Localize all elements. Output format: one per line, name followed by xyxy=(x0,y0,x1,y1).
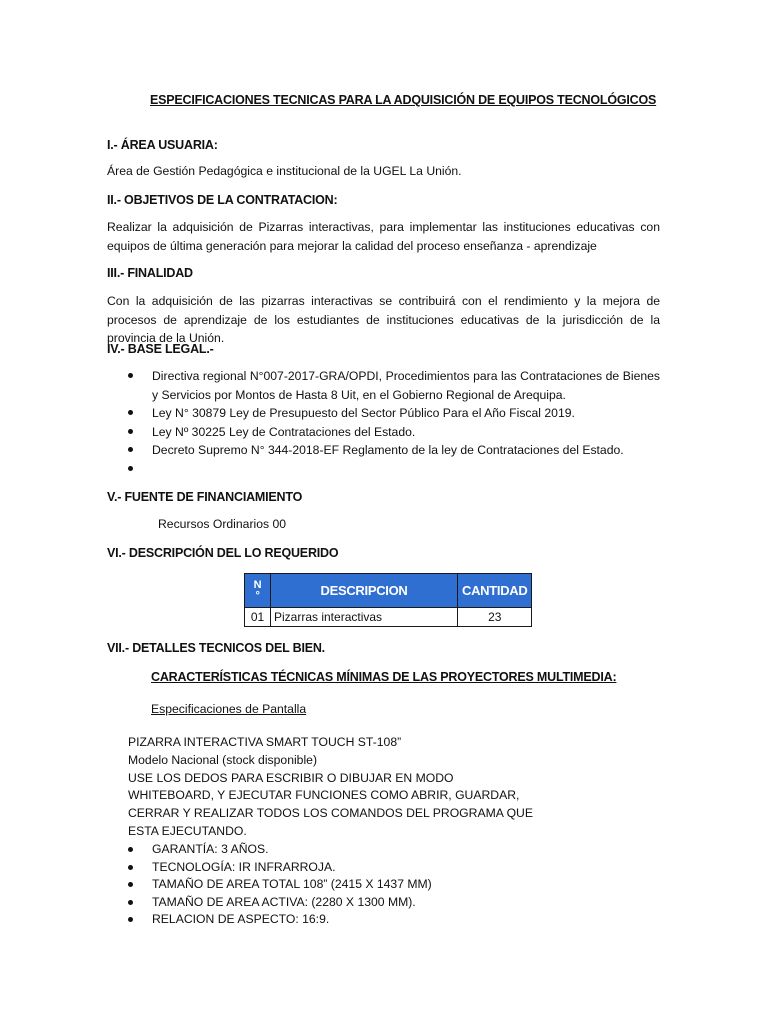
list-item xyxy=(128,460,660,479)
bullet-icon xyxy=(128,865,133,870)
list-item-text: Directiva regional N°007-2017-GRA/OPDI, Procedimientos para las Contrataciones de Bienes y Servicios por Montos de Hasta 8 Uit, en el Gobierno Regional de Arequipa. xyxy=(152,369,660,402)
area-usuaria-text: Área de Gestión Pedagógica e institucional de la UGEL La Unión. xyxy=(107,164,462,178)
list-item-text: TAMAÑO DE AREA ACTIVA: (2280 X 1300 MM). xyxy=(152,894,416,909)
list-item-text: Decreto Supremo N° 344-2018-EF Reglamento de la ley de Contrataciones del Estado. xyxy=(152,443,624,458)
table-header-row xyxy=(245,574,532,608)
list-item xyxy=(128,367,660,404)
spec-line: USE LOS DEDOS PARA ESCRIBIR O DIBUJAR EN MODO xyxy=(128,770,454,785)
subheading-caracteristicas: CARACTERÍSTICAS TÉCNICAS MÍNIMAS DE LAS PROYECTORES MULTIMEDIA: xyxy=(151,670,617,684)
section-heading-objetivos: II.- OBJETIVOS DE LA CONTRATACION: xyxy=(107,193,338,207)
column-header-descripcion: DESCRIPCION xyxy=(271,574,458,608)
bullet-icon xyxy=(128,900,133,905)
list-item-text: Ley Nº 30225 Ley de Contrataciones del Estado. xyxy=(152,424,416,439)
cell-cantidad: 23 xyxy=(458,608,532,627)
section-heading-detalles: VII.- DETALLES TECNICOS DEL BIEN. xyxy=(107,641,325,655)
list-item-text: GARANTÍA: 3 AÑOS. xyxy=(152,842,269,856)
list-item xyxy=(128,841,548,859)
list-item xyxy=(128,404,660,423)
spec-label: Especificaciones de Pantalla xyxy=(151,702,307,716)
list-item xyxy=(128,423,660,442)
list-item xyxy=(128,876,548,894)
base-legal-list xyxy=(128,367,660,479)
list-item xyxy=(128,911,548,929)
table-row xyxy=(245,608,532,627)
bullet-icon xyxy=(128,410,133,415)
spec-description xyxy=(128,734,533,841)
bullet-icon xyxy=(128,917,133,922)
objetivos-text: Realizar la adquisición de Pizarras interactivas, para implementar las instituciones educativas con equipos de última generación para mejorar la calidad del proceso enseñanza - aprendizaje xyxy=(107,220,660,253)
bullet-icon xyxy=(128,847,133,852)
cell-number: 01 xyxy=(245,608,271,627)
list-item xyxy=(128,441,660,460)
spec-line: WHITEBOARD, Y EJECUTAR FUNCIONES COMO ABRIR, GUARDAR, xyxy=(128,788,520,803)
list-item-text: TECNOLOGÍA: IR INFRARROJA. xyxy=(152,859,336,874)
document-title: ESPECIFICACIONES TECNICAS PARA LA ADQUISICIÓN DE EQUIPOS TECNOLÓGICOS xyxy=(150,93,657,107)
spec-bullet-list xyxy=(128,841,548,929)
requirements-table xyxy=(244,573,532,627)
bullet-icon xyxy=(128,447,133,452)
section-heading-finalidad: III.- FINALIDAD xyxy=(107,266,193,280)
spec-line: PIZARRA INTERACTIVA SMART TOUCH ST-108” xyxy=(128,735,402,749)
bullet-icon xyxy=(128,373,133,378)
section-heading-fuente: V.- FUENTE DE FINANCIAMIENTO xyxy=(107,490,303,504)
column-header-number-line2: ° xyxy=(255,589,260,602)
section-heading-base-legal: IV.- BASE LEGAL.- xyxy=(107,342,214,356)
section-heading-descripcion: VI.- DESCRIPCIÓN DEL LO REQUERIDO xyxy=(107,546,339,560)
bullet-icon xyxy=(128,882,133,887)
section-heading-area-usuaria: I.- ÁREA USUARIA: xyxy=(107,138,218,152)
spec-line: ESTA EJECUTANDO. xyxy=(128,823,247,838)
bullet-icon xyxy=(128,466,133,471)
cell-descripcion: Pizarras interactivas xyxy=(271,608,458,627)
list-item-text: Ley N° 30879 Ley de Presupuesto del Sector Público Para el Año Fiscal 2019. xyxy=(152,406,575,421)
bullet-icon xyxy=(128,429,133,434)
spec-line: Modelo Nacional (stock disponible) xyxy=(128,752,318,767)
finalidad-text: Con la adquisición de las pizarras interactivas se contribuirá con el rendimiento y la mejora de procesos de aprendizaje de los estudiantes de instituciones educativas de la jurisdicción de la provincia de la Unión. xyxy=(107,294,660,345)
column-header-cantidad: CANTIDAD xyxy=(458,574,532,608)
fuente-text: Recursos Ordinarios 00 xyxy=(158,517,287,531)
list-item xyxy=(128,859,548,877)
list-item xyxy=(128,894,548,912)
list-item-text: RELACION DE ASPECTO: 16:9. xyxy=(152,912,330,926)
column-header-number-line1: N xyxy=(253,578,262,591)
spec-line: CERRAR Y REALIZAR TODOS LOS COMANDOS DEL PROGRAMA QUE xyxy=(128,806,533,821)
column-header-number xyxy=(245,574,271,608)
list-item-text: TAMAÑO DE AREA TOTAL 108” (2415 X 1437 MM) xyxy=(152,877,432,891)
